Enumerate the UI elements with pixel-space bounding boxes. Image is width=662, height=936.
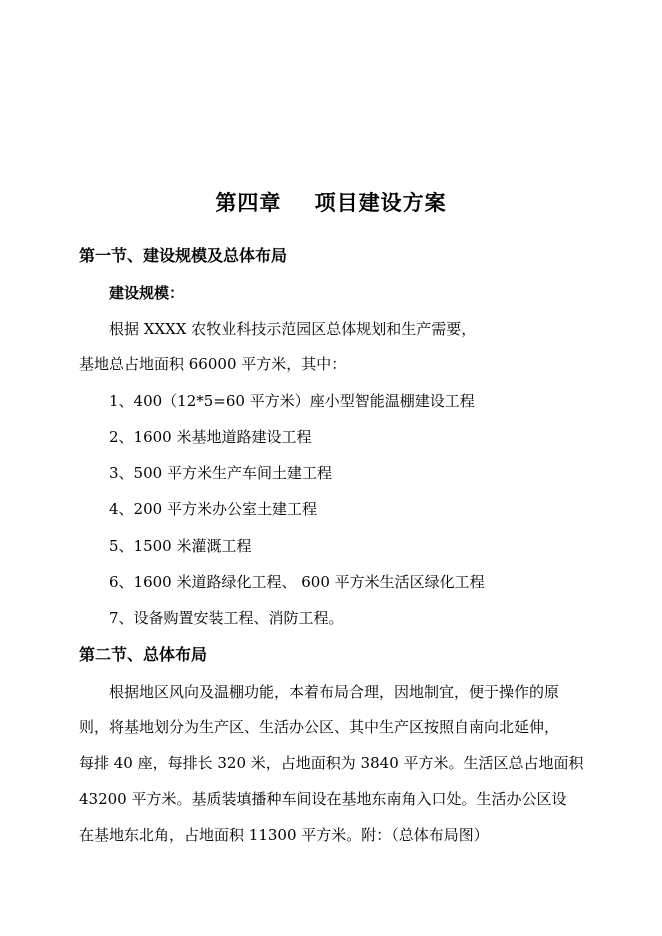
intro-line-2: 基地总占地面积 66000 平方米，其中：: [79, 355, 347, 373]
section2-heading: 第二节、总体布局: [79, 645, 208, 664]
list-item: 5、1500 米灌溉工程: [109, 537, 252, 555]
paragraph-line: 43200 平方米。基质装填播种车间设在基地东南角入口处。生活办公区设: [79, 790, 567, 808]
paragraph-line: 则，将基地划分为生产区、生活办公区、其中生产区按照自南向北延伸，: [79, 718, 560, 736]
list-item: 4、200 平方米办公室土建工程: [109, 500, 317, 518]
paragraph-line: 每排 40 座，每排长 320 米，占地面积为 3840 平方米。生活区总占地面积: [79, 754, 584, 772]
list-item: 7、设备购置安装工程、消防工程。: [109, 609, 344, 627]
list-item: 1、400（12*5=60 平方米）座小型智能温棚建设工程: [109, 392, 475, 410]
list-item: 3、500 平方米生产车间土建工程: [109, 464, 332, 482]
paragraph-line: 在基地东北角，占地面积 11300 平方米。附：（总体布局图）: [79, 826, 489, 844]
section1-subheading: 建设规模：: [109, 284, 185, 302]
section1-heading: 第一节、建设规模及总体布局: [79, 246, 288, 265]
chapter-title: 第四章 项目建设方案: [215, 190, 447, 215]
list-item: 2、1600 米基地道路建设工程: [109, 428, 312, 446]
list-item: 6、1600 米道路绿化工程、 600 平方米生活区绿化工程: [109, 573, 485, 591]
paragraph-line: 根据地区风向及温棚功能，本着布局合理，因地制宜，便于操作的原: [109, 683, 560, 701]
intro-line-1: 根据 XXXX 农牧业科技示范园区总体规划和生产需要，: [109, 320, 477, 338]
